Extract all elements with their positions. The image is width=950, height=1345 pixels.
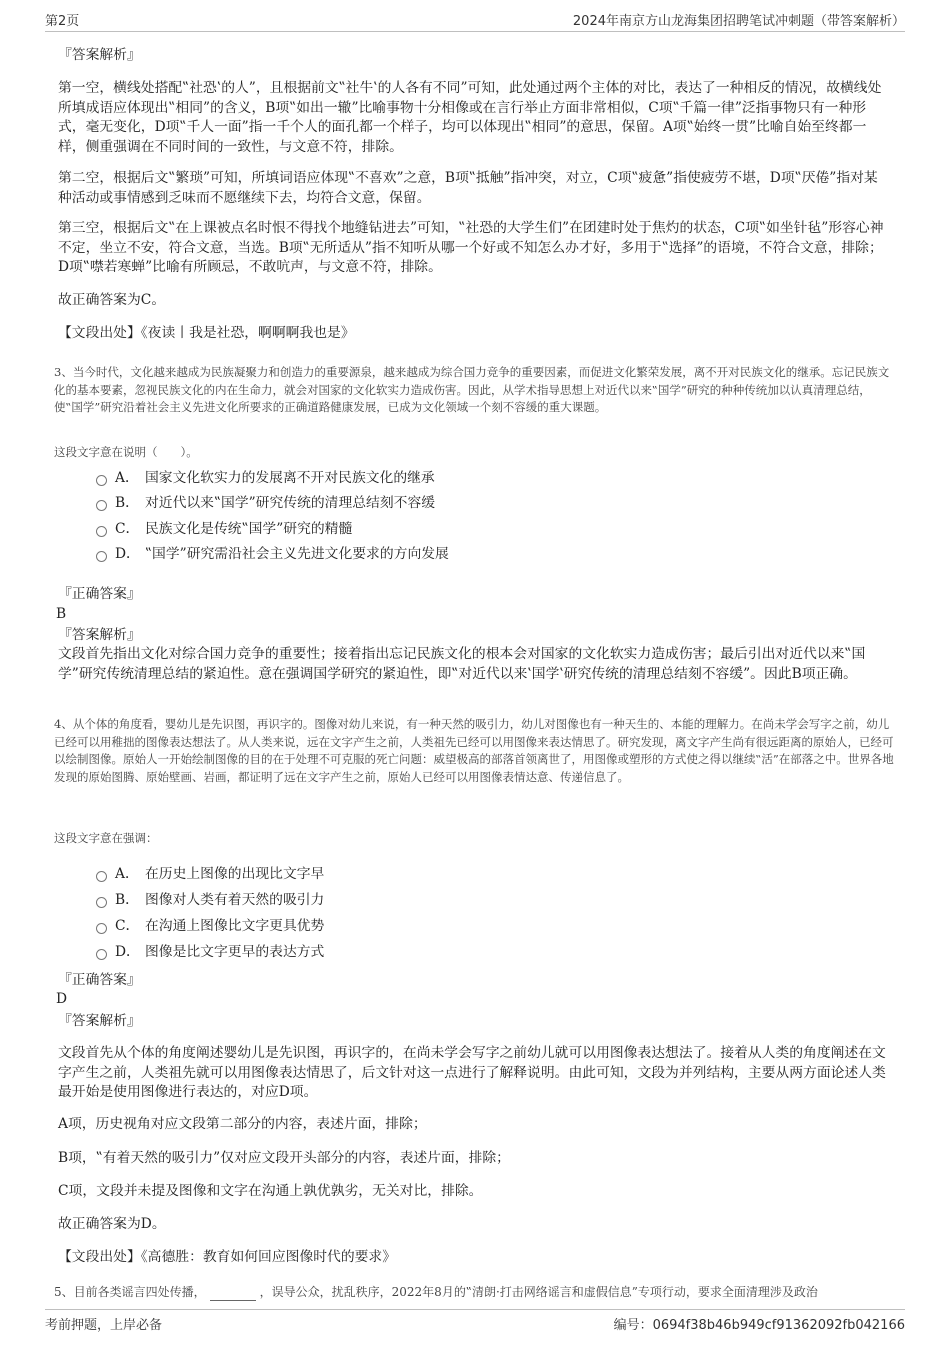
option-b[interactable] (96, 890, 324, 910)
option-b[interactable] (96, 493, 435, 513)
fill-blank (210, 1300, 256, 1301)
option-text: ‟国学”研究需沿社会主义先进文化要求的方向发展 (145, 546, 449, 562)
correct-answer-label: 『正确答案』 (58, 972, 141, 988)
option-letter: A． (115, 866, 139, 882)
question-prompt: 这段文字意在强调： (54, 831, 158, 845)
correct-answer-label: 『正确答案』 (58, 586, 141, 602)
radio-button-icon[interactable] (96, 923, 107, 934)
option-text: 在沟通上图像比文字更具优势 (145, 918, 325, 934)
option-text: 民族文化是传统‟国学”研究的精髓 (145, 521, 353, 537)
radio-button-icon[interactable] (96, 551, 107, 562)
conclusion: 故正确答案为C。 (58, 292, 166, 308)
source-citation: 【文段出处】《高德胜：教育如何回应图像时代的要求》 (58, 1249, 397, 1265)
option-letter: D． (115, 944, 140, 960)
option-text: 图像是比文字更早的表达方式 (145, 944, 325, 960)
option-text: 对近代以来‟国学”研究传统的清理总结刻不容缓 (145, 495, 436, 511)
option-letter: D． (115, 546, 140, 562)
footer-divider (45, 1309, 905, 1310)
document-code: 编号：0694f38b46b949cf91362092fb042166 (613, 1318, 905, 1333)
analysis-paragraph: 第二空，根据后文‟繁琐”可知，所填词语应体现‟不喜欢”之意，B项‟抵触”指冲突，对立，C项‟疲惫”指使疲劳不堪，D项‟厌倦”指对某种活动或事情感到乏味而不愿继续下去，均符合文意，保留。 (58, 170, 878, 206)
correct-answer: B (56, 606, 67, 622)
option-c[interactable] (96, 916, 324, 936)
radio-button-icon[interactable] (96, 475, 107, 486)
question-stem (54, 1284, 818, 1301)
analysis-paragraph: 第一空，横线处搭配‟社恐‛的人”，且根据前文‟社牛‛的人各有不同”可知，此处通过两个主体的对比，表达了一种相反的情况，故横线处所填成语应体现出‟相同”的含义，B项‟如出一辙”比喻事物十分相像或在言行举止方面非常相似，C项‟千篇一律”泛指事物只有一种形式，毫无变化，D项‟千人一面”指一千个人的面孔都一个样子，均可以体现出‟相同”的意思，保留。A项‟始终一贯”比喻自始至终都一样，侧重强调在不同时间的一致性，与文意不符，排除。 (58, 80, 882, 155)
question-stem: 4、从个体的角度看，婴幼儿是先识图，再识字的。图像对幼儿来说，有一种天然的吸引力，幼儿对图像也有一种天生的、本能的理解力。在尚未学会写字之前，幼儿已经可以用稚拙的图像表达想法了。从人类来说，远在文字产生之前，人类祖先已经可以用图像来表达情思了。研究发现，离文字产生尚有很远距离的原始人，已经可以绘制图像。原始人一开始绘制图像的目的在于处理不可克服的死亡问题：威望极高的部落首领离世了，用图像或塑形的方式使之得以继续‟活”在部落之中。世界各地发现的原始图腾、原始壁画、岩画，都证明了远在文字产生之前，原始人已经可以用图像表情达意、传递信息了。 (54, 717, 894, 784)
option-a[interactable] (96, 864, 324, 884)
analysis-label: 『答案解析』 (58, 47, 141, 63)
option-c[interactable] (96, 519, 352, 539)
radio-button-icon[interactable] (96, 949, 107, 960)
correct-answer: D (56, 991, 68, 1007)
radio-button-icon[interactable] (96, 897, 107, 908)
footer-slogan: 考前押题，上岸必备 (45, 1318, 163, 1333)
option-letter: B． (115, 892, 139, 908)
option-d[interactable] (96, 544, 449, 564)
header-divider (45, 31, 905, 32)
analysis-paragraph: 文段首先从个体的角度阐述婴幼儿是先识图，再识字的，在尚未学会写字之前幼儿就可以用图像表达想法了。接着从人类的角度阐述在文字产生之前，人类祖先就可以用图像表达情思了，后文针对这一点进行了解释说明。由此可知，文段为并列结构，主要从两方面论述人类最开始是使用图像进行表达的，对应D项。 (58, 1045, 886, 1100)
analysis-paragraph: 文段首先指出文化对综合国力竞争的重要性；接着指出忘记民族文化的根本会对国家的文化软实力造成伤害；最后引出对近代以来‟国学”研究传统清理总结的紧迫性。意在强调国学研究的紧迫性，即‟对近代以来‛国学‛研究传统的清理总结刻不容缓”。因此B项正确。 (58, 646, 866, 682)
radio-button-icon[interactable] (96, 871, 107, 882)
conclusion: 故正确答案为D。 (58, 1216, 166, 1232)
option-a[interactable] (96, 468, 435, 488)
option-d[interactable] (96, 942, 324, 962)
option-text: 在历史上图像的出现比文字早 (145, 866, 325, 882)
radio-button-icon[interactable] (96, 500, 107, 511)
analysis-label: 『答案解析』 (58, 627, 141, 643)
radio-button-icon[interactable] (96, 526, 107, 537)
analysis-paragraph: C项，文段并未提及图像和文字在沟通上孰优孰劣，无关对比，排除。 (58, 1183, 483, 1199)
option-letter: B． (115, 495, 139, 511)
stem-start: 5、目前各类谣言四处传播， (54, 1285, 206, 1299)
option-letter: A． (115, 470, 139, 486)
option-text: 图像对人类有着天然的吸引力 (145, 892, 325, 908)
question-stem: 3、当今时代，文化越来越成为民族凝聚力和创造力的重要源泉，越来越成为综合国力竞争的重要因素，而促进文化繁荣发展，离不开对民族文化的继承。忘记民族文化的基本要素，忽视民族文化的内在生命力，就会对国家的文化软实力造成伤害。因此，从学术指导思想上对近代以来‟国学”研究的种种传统加以认真清理总结，使‟国学”研究沿着社会主义先进文化所要求的正确道路健康发展，已成为文化领域一个刻不容缓的重大课题。 (54, 365, 890, 414)
option-letter: C． (115, 918, 140, 934)
question-prompt: 这段文字意在说明（ ）。 (54, 445, 198, 459)
source-citation: 【文段出处】《夜读丨我是社恐，啊啊啊我也是》 (58, 325, 355, 341)
option-letter: C． (115, 521, 140, 537)
page-number: 第2页 (45, 14, 80, 29)
analysis-label: 『答案解析』 (58, 1013, 141, 1029)
stem-end: ，误导公众，扰乱秩序，2022年8月的‟清朗·打击网络谣言和虚假信息”专项行动，要求全面清理涉及政治 (259, 1285, 818, 1299)
document-title: 2024年南京方山龙海集团招聘笔试冲刺题（带答案解析） (572, 14, 905, 29)
option-text: 国家文化软实力的发展离不开对民族文化的继承 (145, 470, 435, 486)
analysis-paragraph: 第三空，根据后文‟在上课被点名时恨不得找个地缝钻进去”可知，‟社恐的大学生们”在团建时处于焦灼的状态，C项‟如坐针毡”形容心神不定，坐立不安，符合文意，当选。B项‟无所适从”指不知听从哪一个好或不知怎么办才好，多用于‟选择”的语境，不符合文意，排除；D项‟噤若寒蝉”比喻有所顾忌，不敢吭声，与文意不符，排除。 (58, 220, 884, 275)
analysis-paragraph: A项，历史视角对应文段第二部分的内容，表述片面，排除； (58, 1116, 427, 1132)
analysis-paragraph: B项，‟有着天然的吸引力”仅对应文段开头部分的内容，表述片面，排除； (58, 1150, 510, 1166)
